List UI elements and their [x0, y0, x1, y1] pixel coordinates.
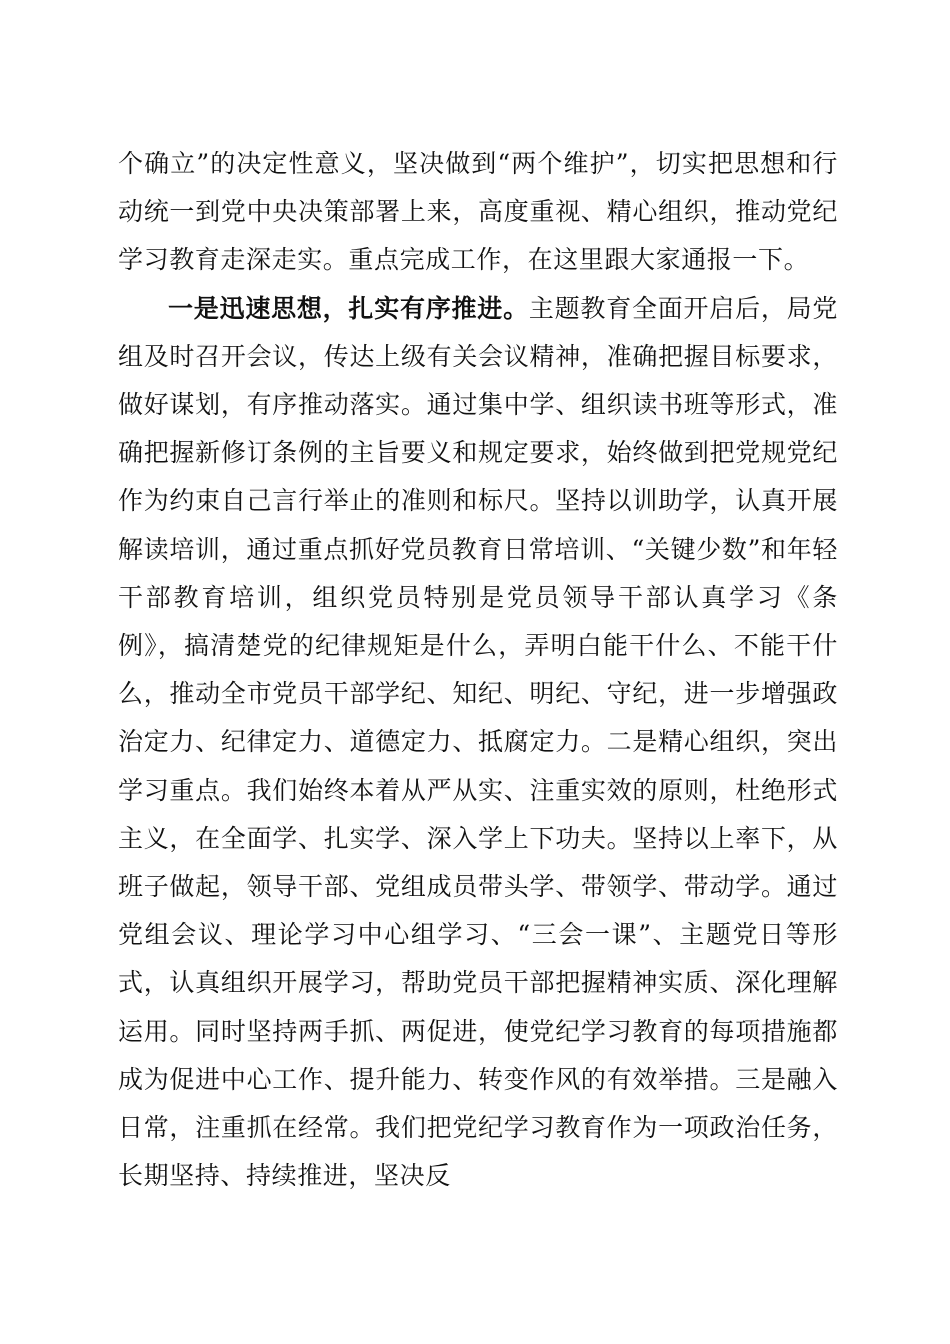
- paragraph-text: 个确立”的决定性意义，坚决做到“两个维护”，切实把思想和行动统一到党中央决策部署上来，高度重视、精心组织，推动党纪学习教育走深走实。重点完成工作，在这里跟大家通报一下。: [118, 149, 838, 275]
- paragraph-lead-heading: 一是迅速思想，扎实有序推进。: [168, 293, 529, 323]
- paragraph-continuation: [118, 140, 838, 285]
- paragraph-first-point: [118, 285, 838, 1201]
- paragraph-text: 主题教育全面开启后，局党组及时召开会议，传达上级有关会议精神，准确把握目标要求，做好谋划，有序推动落实。通过集中学、组织读书班等形式，准确把握新修订条例的主旨要义和规定要求，始终做到把党规党纪作为约束自己言行举止的准则和标尺。坚持以训助学，认真开展解读培训，通过重点抓好党员教育日常培训、“关键少数”和年轻干部教育培训，组织党员特别是党员领导干部认真学习《条例》，搞清楚党的纪律规矩是什么，弄明白能干什么、不能干什么，推动全市党员干部学纪、知纪、明纪、守纪，进一步增强政治定力、纪律定力、道德定力、抵腐定力。二是精心组织，突出学习重点。我们始终本着从严从实、注重实效的原则，杜绝形式主义，在全面学、扎实学、深入学上下功夫。坚持以上率下，从班子做起，领导干部、党组成员带头学、带领学、带动学。通过党组会议、理论学习中心组学习、“三会一课”、主题党日等形式，认真组织开展学习，帮助党员干部把握精神实质、深化理解运用。同时坚持两手抓、两促进，使党纪学习教育的每项措施都成为促进中心工作、提升能力、转变作风的有效举措。三是融入日常，注重抓在经常。我们把党纪学习教育作为一项政治任务，长期坚持、持续推进，坚决反: [118, 293, 839, 1191]
- body-text: [118, 140, 838, 1200]
